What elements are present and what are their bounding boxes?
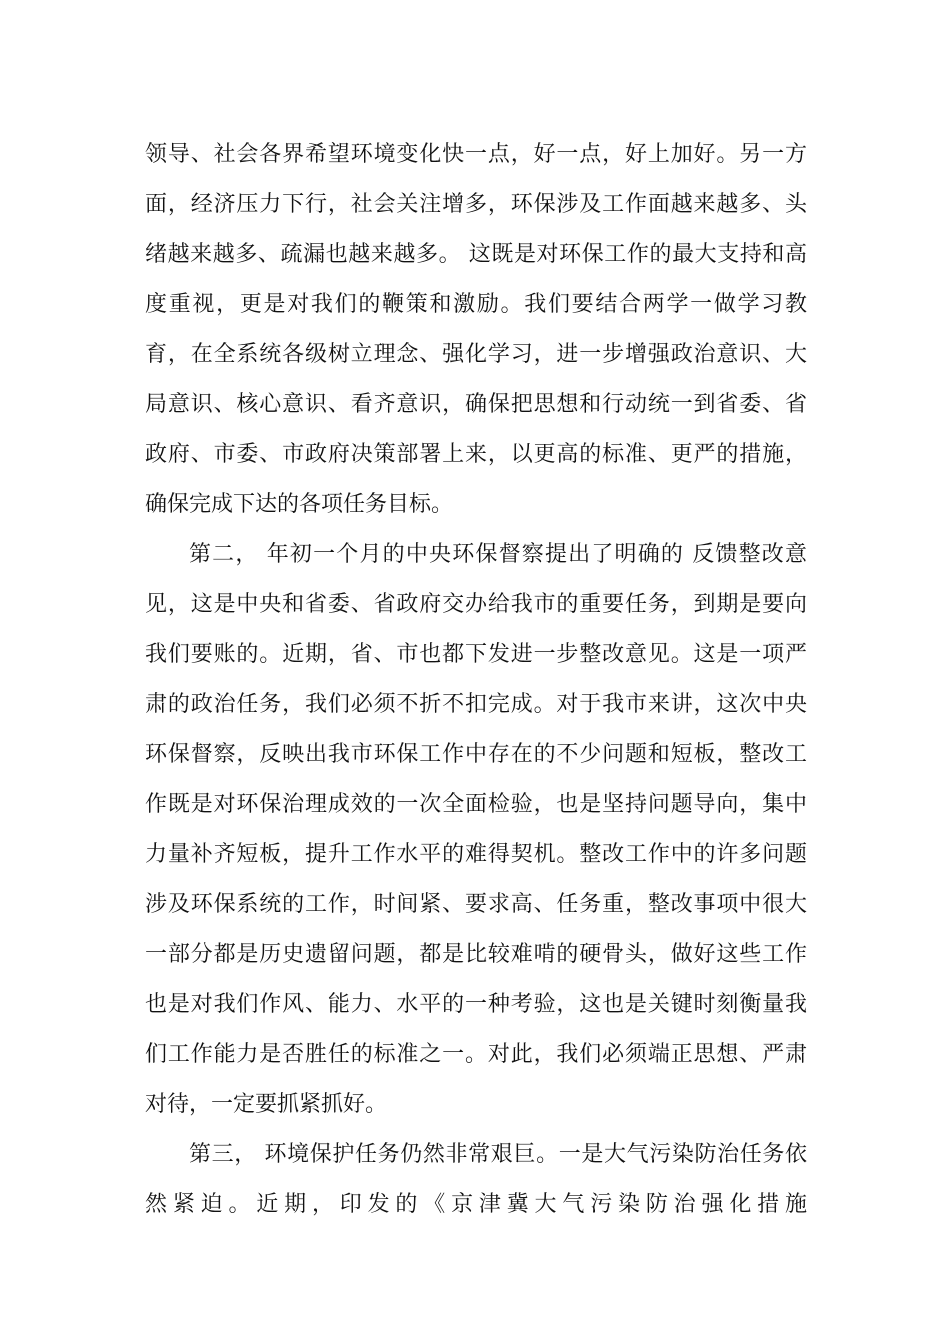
text-line: 们工作能力是否胜任的标准之一。对此，我们必须端正思想、严肃	[145, 1042, 807, 1067]
text-line: 局意识、核心意识、看齐意识，确保把思想和行动统一到省委、省	[145, 392, 807, 417]
text-line: 育，在全系统各级树立理念、强化学习，进一步增强政治意识、大	[145, 342, 807, 367]
text-line: 作既是对环保治理成效的一次全面检验，也是坚持问题导向，集中	[145, 792, 807, 817]
text-line: 确保完成下达的各项任务目标。	[145, 492, 454, 517]
text-line: 绪越来越多、疏漏也越来越多。 这既是对环保工作的最大支持和高	[145, 242, 807, 267]
text-line: 涉及环保系统的工作，时间紧、要求高、任务重，整改事项中很大	[145, 892, 807, 917]
body-text	[145, 130, 807, 1230]
text-line: 一部分都是历史遗留问题，都是比较难啃的硬骨头，做好这些工作	[145, 942, 807, 967]
text-line: 然紧迫。近期，印发的《京津冀大气污染防治强化措施	[145, 1192, 807, 1217]
text-line: 领导、社会各界希望环境变化快一点，好一点，好上加好。另一方	[145, 142, 807, 167]
text-line: 政府、市委、市政府决策部署上来，以更高的标准、更严的措施，	[145, 442, 807, 467]
text-line: 见，这是中央和省委、省政府交办给我市的重要任务，到期是要向	[145, 592, 807, 617]
text-line: 肃的政治任务，我们必须不折不扣完成。对于我市来讲，这次中央	[145, 692, 807, 717]
text-line: 度重视，更是对我们的鞭策和激励。我们要结合两学一做学习教	[145, 292, 807, 317]
text-line: 面，经济压力下行，社会关注增多，环保涉及工作面越来越多、头	[145, 192, 807, 217]
text-line: 对待，一定要抓紧抓好。	[145, 1092, 388, 1117]
text-line: 环保督察，反映出我市环保工作中存在的不少问题和短板，整改工	[145, 742, 807, 767]
paragraph-start-line: 第二， 年初一个月的中央环保督察提出了明确的 反馈整改意	[189, 542, 807, 567]
text-line: 我们要账的。近期，省、市也都下发进一步整改意见。这是一项严	[145, 642, 807, 667]
paragraph-start-line: 第三， 环境保护任务仍然非常艰巨。一是大气污染防治任务依	[189, 1142, 807, 1167]
text-line: 也是对我们作风、能力、水平的一种考验，这也是关键时刻衡量我	[145, 992, 807, 1017]
text-line: 力量补齐短板，提升工作水平的难得契机。整改工作中的许多问题	[145, 842, 807, 867]
